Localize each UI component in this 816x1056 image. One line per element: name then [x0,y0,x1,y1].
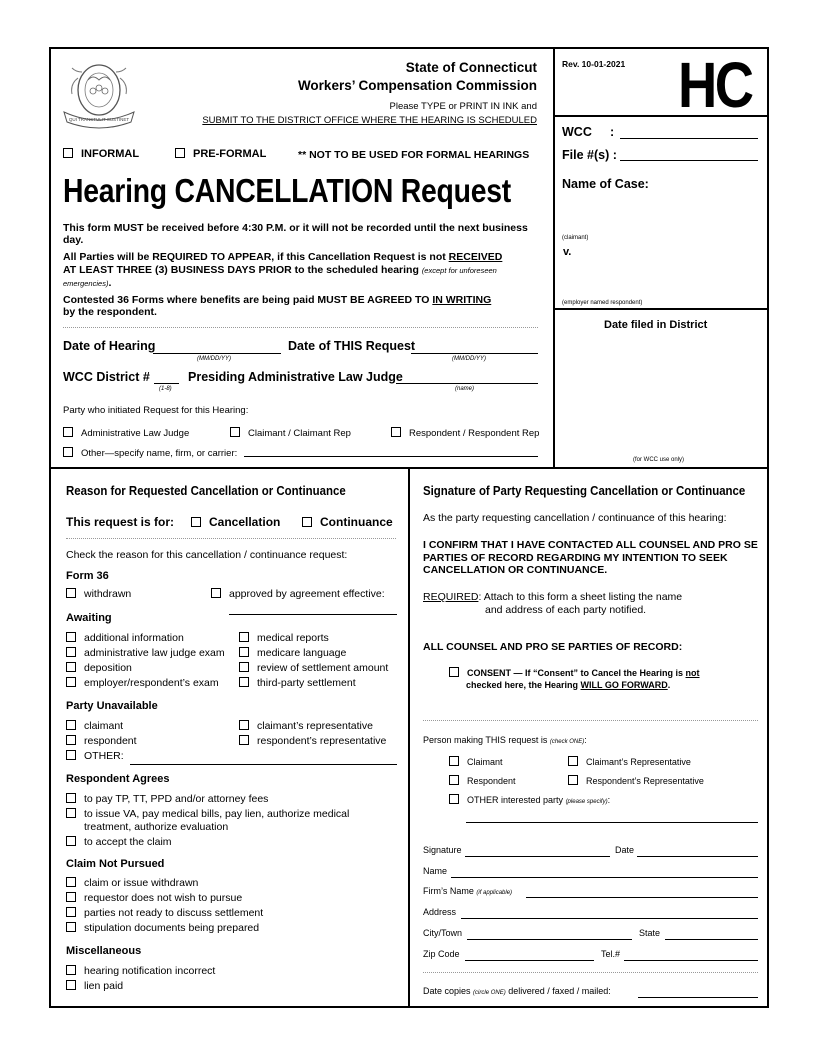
party-checkbox[interactable] [239,735,249,745]
case-box-bottom [553,308,769,310]
wcc-field[interactable] [620,138,758,139]
cnp-item[interactable]: claim or issue withdrawn [66,877,198,889]
informal-option[interactable]: INFORMAL [63,148,139,160]
form36-heading: Form 36 [66,570,109,582]
person-other-option[interactable]: OTHER interested party (please specify): [449,794,610,805]
wcc-label: WCC [562,125,592,139]
party-item[interactable]: respondent’s representative [239,735,386,747]
state-label: State [639,928,661,938]
wcc-use-hint: (for WCC use only) [633,457,685,463]
signature-heading: Signature of Party Requesting Cancellation or Continuance [423,483,746,498]
awaiting-item[interactable]: medical reports [239,632,329,644]
approved-date-field[interactable] [229,614,397,615]
party-item[interactable]: claimant’s representative [239,720,373,732]
person-respondent-option[interactable]: Respondent [449,775,516,786]
instruction-line-2: SUBMIT TO THE DISTRICT OFFICE WHERE THE HEARING IS SCHEDULED [202,115,537,126]
connecticut-seal-icon [60,58,138,132]
dotted-separator [63,327,538,328]
name-label: Name [423,866,448,876]
date-of-request-label: Date of THIS Request [288,339,416,353]
claimant-hint: (claimant) [562,235,589,241]
initiator-claimant-option[interactable]: Claimant / Claimant Rep [230,427,351,439]
preformal-option[interactable]: PRE-FORMAL [175,148,266,160]
revision-date: Rev. 10-01-2021 [562,59,626,69]
cnp-checkbox[interactable] [66,907,76,917]
state-name: State of Connecticut [405,60,537,75]
agree-item[interactable]: to accept the claim [66,836,172,848]
awaiting-checkbox[interactable] [239,662,249,672]
firm-name-label: Firm’s Name (if applicable) [423,886,513,896]
initiator-alj-option[interactable]: Administrative Law Judge [63,427,189,439]
approved-option[interactable]: approved by agreement effective: [211,588,385,600]
form-code: HC [678,49,752,121]
city-label: City/Town [423,928,463,938]
person-claimant-rep-checkbox[interactable] [568,756,578,766]
wcc-district-field[interactable] [154,383,179,384]
address-field[interactable] [461,918,758,919]
person-making-label: Person making THIS request is (check ONE): [423,735,587,745]
zip-field[interactable] [465,960,594,961]
notice-required-appear: All Parties will be REQUIRED TO APPEAR, if this Cancellation Request is not RECEIVED AT LEAST THREE (3) BUSINESS DAYS PRIOR to the scheduled hearing (except for unforeseen emergencies). [63,251,503,289]
awaiting-item[interactable]: employer/respondent’s exam [66,677,219,689]
misc-checkbox[interactable] [66,965,76,975]
awaiting-item[interactable]: deposition [66,662,132,674]
date-of-request-hint: (MM/DD/YY) [452,356,486,362]
preformal-checkbox[interactable] [175,148,185,158]
party-checkbox[interactable] [66,735,76,745]
party-item[interactable]: claimant [66,720,123,732]
cnp-item[interactable]: parties not ready to discuss settlement [66,907,263,919]
name-field[interactable] [451,877,758,878]
signature-field[interactable] [465,856,610,857]
initiator-respondent-option[interactable]: Respondent / Respondent Rep [391,427,539,439]
approved-checkbox[interactable] [211,588,221,598]
party-unavailable-heading: Party Unavailable [66,700,158,712]
cancellation-checkbox[interactable] [191,517,201,527]
agree-item[interactable]: to issue VA, pay medical bills, pay lien, authorize medical [66,808,349,820]
withdrawn-checkbox[interactable] [66,588,76,598]
awaiting-checkbox[interactable] [66,662,76,672]
wcc-colon: : [610,125,615,139]
agree-checkbox[interactable] [66,793,76,803]
awaiting-checkbox[interactable] [66,677,76,687]
awaiting-item[interactable]: medicare language [239,647,346,659]
cnp-checkbox[interactable] [66,892,76,902]
notice-deadline: This form MUST be received before 4:30 P.M. or it will not be recorded until the next business day. [63,222,528,246]
name-of-case-label: Name of Case: [562,177,649,191]
address-label: Address [423,907,457,917]
tel-label: Tel.# [601,949,621,959]
confirm-statement: I CONFIRM THAT I HAVE CONTACTED ALL COUNSEL AND PRO SE PARTIES OF RECORD REGARDING MY INTENTION TO SEEK CANCELLATION OR CONTINUANCE. [423,539,758,576]
awaiting-checkbox[interactable] [239,632,249,642]
awaiting-checkbox[interactable] [66,632,76,642]
initiator-other-option[interactable]: Other—specify name, firm, or carrier: [63,447,237,459]
page-title: Hearing CANCELLATION Request [63,172,511,209]
party-checkbox[interactable] [239,720,249,730]
cancellation-option[interactable]: Cancellation [191,515,280,529]
instruction-line-1: Please TYPE or PRINT IN INK and [389,101,537,112]
date-of-hearing-hint: (MM/DD/YY) [197,356,231,362]
not-formal-note: ** NOT TO BE USED FOR FORMAL HEARINGS [298,149,530,161]
signature-label: Signature [423,845,462,855]
miscellaneous-heading: Miscellaneous [66,945,142,957]
person-other-checkbox[interactable] [449,794,459,804]
wcc-district-label: WCC District # [63,370,150,384]
seal-ribbon-text: QUI TRANSTULIT SUSTINET [68,117,130,122]
party-other-option[interactable]: OTHER: [66,750,124,762]
party-initiated-label: Party who initiated Request for this Hearing: [63,405,249,416]
request-for-label: This request is for: [66,515,175,529]
versus-label: v. [563,246,572,258]
person-respondent-rep-checkbox[interactable] [568,775,578,785]
respondent-agrees-heading: Respondent Agrees [66,773,170,785]
continuance-checkbox[interactable] [302,517,312,527]
agree-item-continued: treatment, authorize evaluation [84,821,229,833]
person-respondent-checkbox[interactable] [449,775,459,785]
file-number-label: File #(s) : [562,148,617,162]
consent-checkbox[interactable] [449,667,459,677]
party-item[interactable]: respondent [66,735,137,747]
person-claimant-option[interactable]: Claimant [449,756,503,767]
date-of-hearing-field[interactable] [153,353,281,354]
date-of-request-field[interactable] [411,353,538,354]
withdrawn-option[interactable]: withdrawn [66,588,131,600]
awaiting-checkbox[interactable] [66,647,76,657]
awaiting-item[interactable]: additional information [66,632,184,644]
cnp-item[interactable]: stipulation documents being prepared [66,922,259,934]
bottom-divider [408,467,410,1008]
awaiting-checkbox[interactable] [239,647,249,657]
misc-checkbox[interactable] [66,980,76,990]
person-claimant-rep-option[interactable]: Claimant’s Representative [568,756,691,767]
initiator-other-checkbox[interactable] [63,447,73,457]
awaiting-heading: Awaiting [66,612,112,624]
presiding-judge-field[interactable] [396,383,538,384]
city-field[interactable] [467,939,632,940]
informal-checkbox[interactable] [63,148,73,158]
signature-date-label: Date [615,845,635,855]
date-copies-label: Date copies (circle ONE) delivered / faxed / mailed: [423,986,611,996]
cnp-item[interactable]: requestor does not wish to pursue [66,892,242,904]
employer-hint: (employer named respondent) [562,300,643,306]
awaiting-item[interactable]: review of settlement amount [239,662,388,674]
initiator-alj-checkbox[interactable] [63,427,73,437]
cnp-checkbox[interactable] [66,922,76,932]
file-number-field[interactable] [620,160,758,161]
presiding-judge-label: Presiding Administrative Law Judge [188,370,403,384]
wcc-district-hint: (1-8) [159,386,172,392]
misc-item[interactable]: lien paid [66,980,123,992]
all-counsel-label: ALL COUNSEL AND PRO SE PARTIES OF RECORD: [423,641,683,653]
date-of-hearing-label: Date of Hearing [63,339,156,353]
tel-field[interactable] [624,960,758,961]
zip-label: Zip Code [423,949,460,959]
required-note: REQUIRED: Attach to this form a sheet listing the name and address of each party notified. [423,591,683,616]
misc-item[interactable]: hearing notification incorrect [66,965,215,977]
party-checkbox[interactable] [66,720,76,730]
party-other-checkbox[interactable] [66,750,76,760]
agree-checkbox[interactable] [66,836,76,846]
initiator-claimant-checkbox[interactable] [230,427,240,437]
person-claimant-checkbox[interactable] [449,756,459,766]
state-field[interactable] [665,939,758,940]
party-other-field[interactable] [130,764,397,765]
as-party-text: As the party requesting cancellation / continuance of this hearing: [423,512,727,524]
consent-option[interactable]: CONSENT — If “Consent” to Cancel the Hearing is not checked here, the Hearing WILL GO FORWARD. [449,667,759,691]
notice-form36: Contested 36 Forms where benefits are being paid MUST BE AGREED TO IN WRITING by the respondent. [63,294,492,318]
presiding-judge-hint: (name) [455,386,475,392]
date-filed-label: Date filed in District [604,319,708,331]
initiator-respondent-checkbox[interactable] [391,427,401,437]
signature-dotted-separator-1 [423,720,758,721]
reason-dotted-separator [66,538,396,539]
header-divider [553,47,555,469]
person-other-field[interactable] [466,822,758,823]
cnp-checkbox[interactable] [66,877,76,887]
initiator-other-field[interactable] [244,456,538,457]
signature-date-field[interactable] [637,856,758,857]
commission-name: Workers’ Compensation Commission [297,78,537,93]
check-reason-label: Check the reason for this cancellation / continuance request: [66,549,348,561]
awaiting-item[interactable]: administrative law judge exam [66,647,225,659]
awaiting-item[interactable]: third-party settlement [239,677,356,689]
claim-not-pursued-heading: Claim Not Pursued [66,858,165,870]
signature-dotted-separator-2 [423,972,758,973]
person-respondent-rep-option[interactable]: Respondent’s Representative [568,775,704,786]
reason-heading: Reason for Requested Cancellation or Continuance [66,483,346,498]
firm-name-field[interactable] [526,897,758,898]
awaiting-checkbox[interactable] [239,677,249,687]
date-copies-field[interactable] [638,997,758,998]
continuance-option[interactable]: Continuance [302,515,393,529]
agree-item[interactable]: to pay TP, TT, PPD and/or attorney fees [66,793,268,805]
agree-checkbox[interactable] [66,808,76,818]
